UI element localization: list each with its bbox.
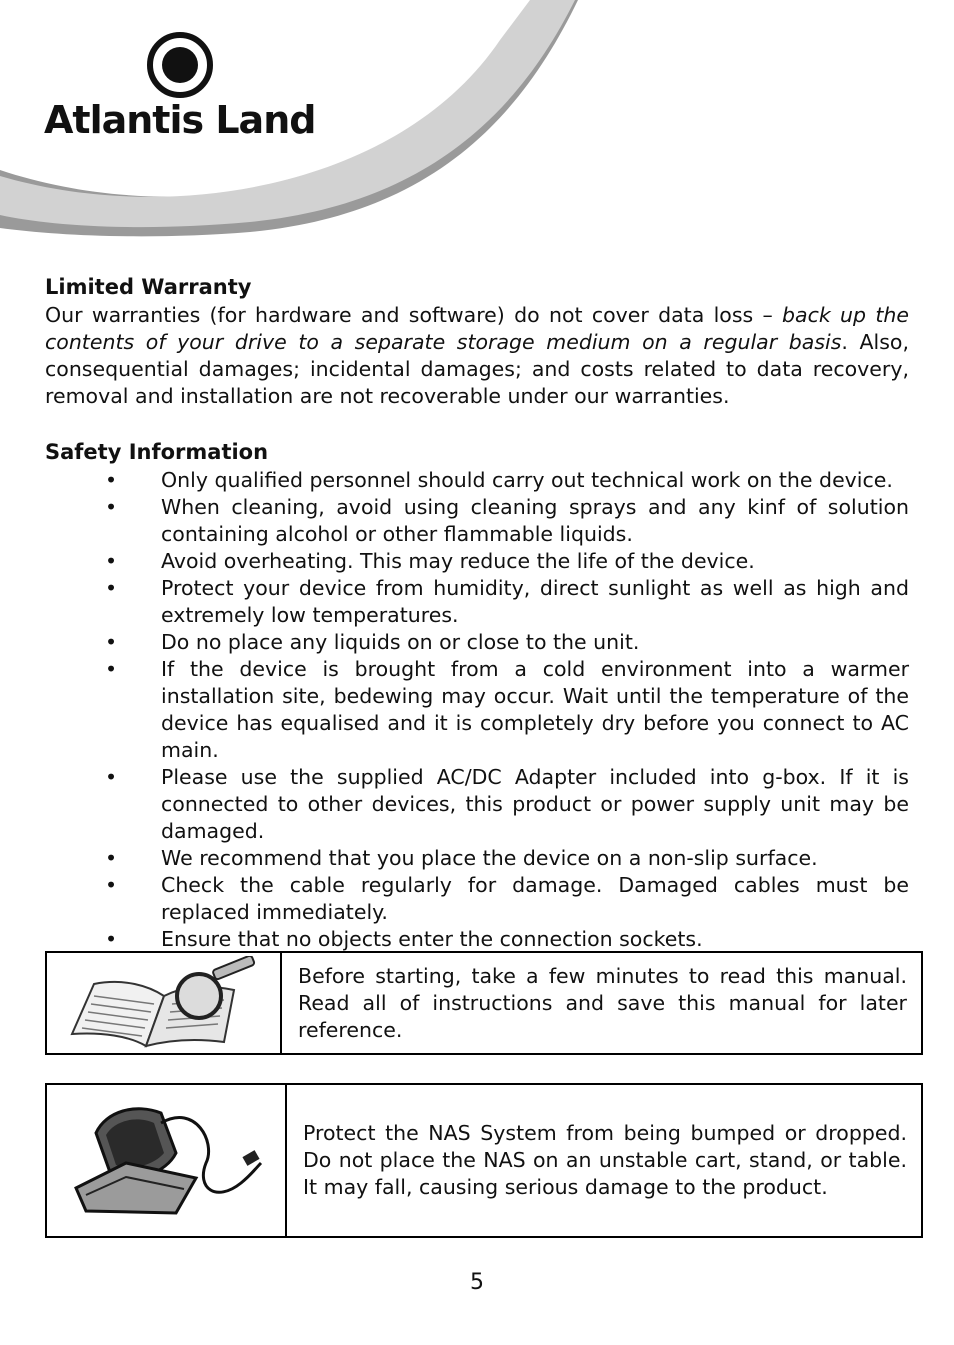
safety-list [45, 467, 909, 953]
bullet-icon: • [105, 927, 118, 951]
fallen-device-icon [66, 1093, 266, 1228]
list-item: • When cleaning, avoid using cleaning sprays and any kinf of solution containing alcohol or other flammable liquids. [105, 495, 909, 546]
bullet-icon: • [105, 873, 118, 897]
notice-drop [45, 1083, 923, 1238]
notice-drop-text: Protect the NAS System from being bumped or dropped. Do not place the NAS on an unstable cart, stand, or table. It may fall, causing serious damage to the product. [303, 1121, 907, 1199]
list-item: • Do no place any liquids on or close to the unit. [105, 630, 640, 654]
notice-manual [45, 951, 923, 1055]
notice-drop-image [47, 1085, 287, 1236]
notice-manual-text: Before starting, take a few minutes to read this manual. Read all of instructions and save this manual for later reference. [298, 963, 907, 1042]
list-item: • Protect your device from humidity, direct sunlight as well as high and extremely low temperatures. [105, 576, 909, 627]
warranty-text-italic: back up the contents of your drive to a separate storage medium on a regular basis [45, 303, 909, 354]
book-magnifier-icon [64, 956, 264, 1051]
warranty-text-after: . Also, consequential damages; incidental damages; and costs related to data recovery, removal and installation are not recoverable under our warranties. [45, 330, 909, 408]
page-number: 5 [470, 1270, 484, 1295]
list-item: • Only qualified personnel should carry out technical work on the device. [105, 468, 893, 492]
list-item: • Ensure that no objects enter the connection sockets. [105, 927, 703, 951]
bullet-icon: • [105, 495, 118, 519]
bullet-icon: • [105, 549, 118, 573]
bullet-icon: • [105, 576, 118, 600]
main-content [45, 272, 909, 953]
warranty-text-before: Our warranties (for hardware and software) do not cover data loss – [45, 303, 783, 327]
bullet-icon: • [105, 657, 118, 681]
bullet-icon: • [105, 468, 118, 492]
list-item: • Please use the supplied AC/DC Adapter included into g-box. If it is connected to other devices, this product or power supply unit may be damaged. [105, 765, 909, 843]
list-item: • Avoid overheating. This may reduce the life of the device. [105, 549, 755, 573]
logo-circle-icon [145, 30, 215, 100]
list-item: • If the device is brought from a cold environment into a warmer installation site, bedewing may occur. Wait until the temperature of the device has equalised and it is completely dry before you connect to AC main. [105, 657, 909, 762]
bullet-icon: • [105, 846, 118, 870]
bullet-icon: • [105, 630, 118, 654]
bullet-icon: • [105, 765, 118, 789]
logo-wordmark: Atlantis Land [44, 98, 316, 142]
list-item: • Check the cable regularly for damage. Damaged cables must be replaced immediately. [105, 873, 909, 924]
notice-manual-image [47, 953, 282, 1053]
safety-title: Safety Information [45, 440, 269, 464]
warranty-paragraph [45, 302, 909, 410]
list-item: • We recommend that you place the device on a non-slip surface. [105, 846, 818, 870]
warranty-title: Limited Warranty [45, 275, 252, 299]
brand-logo [44, 30, 324, 150]
